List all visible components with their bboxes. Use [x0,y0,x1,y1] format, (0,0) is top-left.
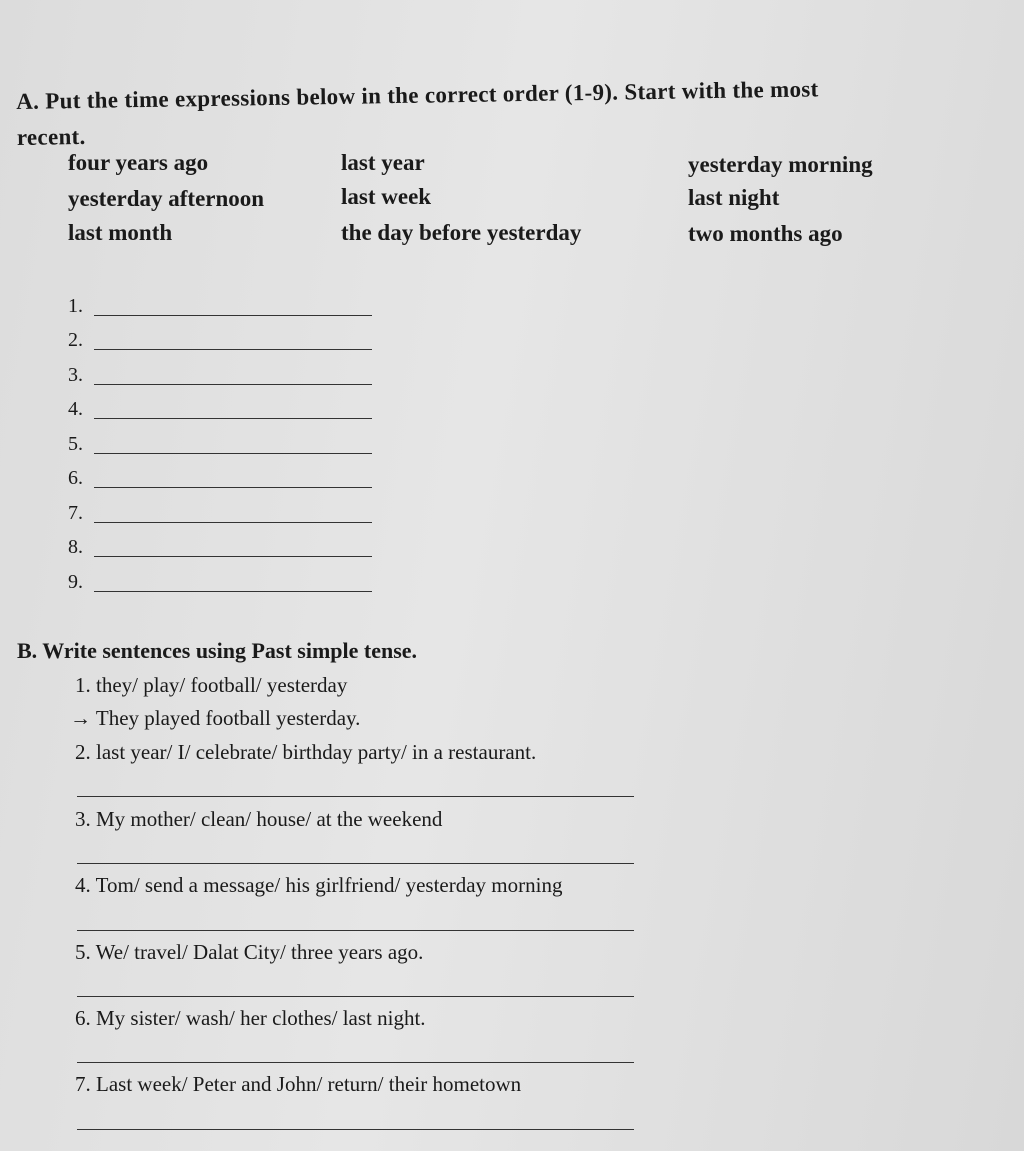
exercise-prompt: 5. We/ travel/ Dalat City/ three years ago. [75,940,424,964]
answer-line[interactable] [94,522,372,523]
answer-line[interactable] [94,349,372,350]
answer-line[interactable] [94,315,372,316]
answer-number: 3. [68,364,83,386]
answer-number: 6. [68,467,83,489]
exercise-answer-line[interactable] [77,996,634,997]
word-item: two months ago [688,221,843,246]
answer-row [68,295,378,329]
example-answer: → They played football yesterday. [70,706,361,730]
exercise-prompt: 4. Tom/ send a message/ his girlfriend/ yesterday morning [75,873,563,897]
exercise-answer-line[interactable] [77,796,634,797]
word-item: last week [341,184,432,209]
section-a-title-line1: A. Put the time expressions below in the correct order (1-9). Start with the most [16,76,819,114]
answer-number: 4. [68,398,83,420]
answer-row [68,329,378,363]
answer-row [68,467,378,501]
answer-number: 1. [68,295,83,317]
answer-number: 2. [68,329,83,351]
exercise-prompt: 7. Last week/ Peter and John/ return/ their hometown [75,1072,522,1096]
section-b-title: B. Write sentences using Past simple tense. [17,638,418,663]
answer-row [68,398,378,432]
answer-line[interactable] [94,556,372,557]
answer-row [68,502,378,536]
word-item: last night [688,185,780,210]
exercise-answer-line[interactable] [77,863,634,864]
answer-row [68,571,378,605]
exercise-prompt: 6. My sister/ wash/ her clothes/ last night. [75,1006,426,1030]
exercise-answer-line[interactable] [77,1129,634,1130]
answer-row [68,536,378,570]
exercise-prompt: 2. last year/ I/ celebrate/ birthday party/ in a restaurant. [75,740,537,764]
exercise-answer-line[interactable] [77,930,634,931]
answer-row [68,433,378,467]
answer-line[interactable] [94,453,372,454]
answer-line[interactable] [94,487,372,488]
exercise-answer-line[interactable] [77,1062,634,1063]
answer-number: 9. [68,571,83,593]
word-item: last year [341,150,425,175]
answer-row [68,364,378,398]
example-prompt: 1. they/ play/ football/ yesterday [75,673,348,697]
answer-line[interactable] [94,591,372,592]
word-item: yesterday morning [688,152,873,177]
word-item: last month [68,220,173,245]
word-item: four years ago [68,150,209,175]
answer-line[interactable] [94,418,372,419]
answer-number: 8. [68,536,83,558]
section-a-title [16,69,977,156]
word-item: yesterday afternoon [68,186,265,211]
exercise-prompt: 3. My mother/ clean/ house/ at the weekend [75,807,443,831]
answer-line[interactable] [94,384,372,385]
answer-number: 7. [68,502,83,524]
answer-number: 5. [68,433,83,455]
section-a-title-line2: recent. [16,123,86,150]
word-item: the day before yesterday [341,220,582,245]
